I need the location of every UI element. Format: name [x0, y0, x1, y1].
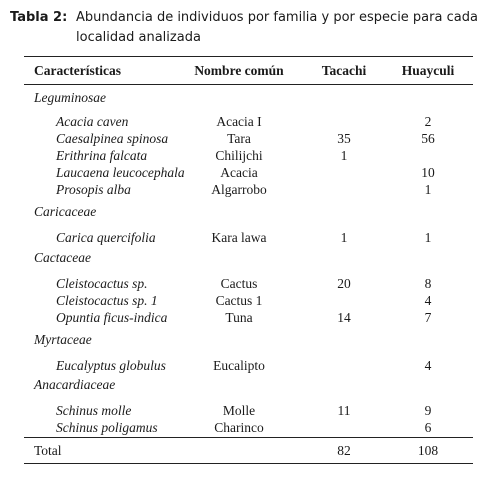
- family-row: [24, 249, 473, 266]
- species-common-name: Molle: [222, 403, 256, 418]
- species-scientific-name: Schinus poligamus: [56, 420, 158, 435]
- species-scientific-name: Carica quercifolia: [56, 230, 156, 245]
- species-scientific-name: Erithrina falcata: [56, 148, 148, 163]
- header-rule: [24, 84, 473, 85]
- species-scientific-name: Cleistocactus sp. 1: [56, 293, 158, 308]
- species-row: [24, 275, 473, 292]
- species-tacachi-count: 11: [337, 403, 351, 418]
- species-common-name: Chilijchi: [215, 148, 263, 163]
- species-common-name: Cactus 1: [215, 293, 263, 308]
- species-row: [24, 402, 473, 419]
- total-row: [24, 442, 473, 459]
- species-huayculi-count: 9: [424, 403, 432, 418]
- species-tacachi-count: 1: [340, 148, 348, 163]
- species-huayculi-count: 7: [424, 310, 432, 325]
- total-rule: [24, 437, 473, 438]
- family-row: [24, 89, 473, 106]
- species-common-name: Acacia: [220, 165, 258, 180]
- species-huayculi-count: 2: [424, 114, 432, 129]
- family-name: Cactaceae: [34, 250, 91, 265]
- species-common-name: Charinco: [214, 420, 264, 435]
- species-huayculi-count: 10: [421, 165, 435, 180]
- family-name: Leguminosae: [34, 90, 106, 105]
- species-scientific-name: Eucalyptus globulus: [56, 358, 166, 373]
- header-tacachi: Tacachi: [321, 63, 367, 78]
- species-row: [24, 147, 473, 164]
- species-row: [24, 229, 473, 246]
- species-scientific-name: Cleistocactus sp.: [56, 276, 148, 291]
- species-common-name: Tara: [227, 131, 251, 146]
- caption-text: Abundancia de individuos por familia y por especie para cada localidad analizada: [76, 10, 478, 45]
- species-huayculi-count: 4: [424, 358, 432, 373]
- species-row: [24, 181, 473, 198]
- header-nombre-comun: Nombre común: [194, 63, 284, 78]
- species-tacachi-count: 1: [340, 230, 348, 245]
- species-tacachi-count: 20: [337, 276, 351, 291]
- species-common-name: Kara lawa: [211, 230, 267, 245]
- bottom-rule: [24, 463, 473, 464]
- species-tacachi-count: 35: [337, 131, 351, 146]
- species-tacachi-count: 14: [337, 310, 351, 325]
- species-row: [24, 357, 473, 374]
- table-header-row: [24, 62, 473, 79]
- total-label: Total: [34, 443, 62, 458]
- family-row: [24, 376, 473, 393]
- species-row: [24, 419, 473, 436]
- family-name: Anacardiaceae: [34, 377, 116, 392]
- species-row: [24, 113, 473, 130]
- total-huayculi: 108: [417, 443, 439, 458]
- species-row: [24, 130, 473, 147]
- species-common-name: Tuna: [225, 310, 253, 325]
- species-common-name: Acacia I: [216, 114, 262, 129]
- species-common-name: Algarrobo: [211, 182, 267, 197]
- caption-label: Tabla 2:: [10, 10, 68, 25]
- species-huayculi-count: 56: [421, 131, 435, 146]
- species-common-name: Eucalipto: [213, 358, 265, 373]
- species-scientific-name: Acacia caven: [56, 114, 129, 129]
- top-rule: [24, 56, 473, 57]
- species-row: [24, 309, 473, 326]
- species-huayculi-count: 8: [424, 276, 432, 291]
- family-row: [24, 331, 473, 348]
- species-huayculi-count: 4: [424, 293, 432, 308]
- species-huayculi-count: 1: [424, 230, 432, 245]
- species-scientific-name: Laucaena leucocephala: [56, 165, 185, 180]
- total-tacachi: 82: [337, 443, 351, 458]
- family-name: Myrtaceae: [34, 332, 92, 347]
- family-row: [24, 203, 473, 220]
- species-scientific-name: Opuntia ficus-indica: [56, 310, 168, 325]
- species-huayculi-count: 6: [424, 420, 432, 435]
- species-common-name: Cactus: [220, 276, 258, 291]
- species-row: [24, 292, 473, 309]
- species-scientific-name: Schinus molle: [56, 403, 132, 418]
- header-caracteristicas: Características: [34, 63, 121, 78]
- species-huayculi-count: 1: [424, 182, 432, 197]
- species-row: [24, 164, 473, 181]
- species-scientific-name: Caesalpinea spinosa: [56, 131, 169, 146]
- species-scientific-name: Prosopis alba: [56, 182, 131, 197]
- header-huayculi: Huayculi: [401, 63, 455, 78]
- family-name: Caricaceae: [34, 204, 97, 219]
